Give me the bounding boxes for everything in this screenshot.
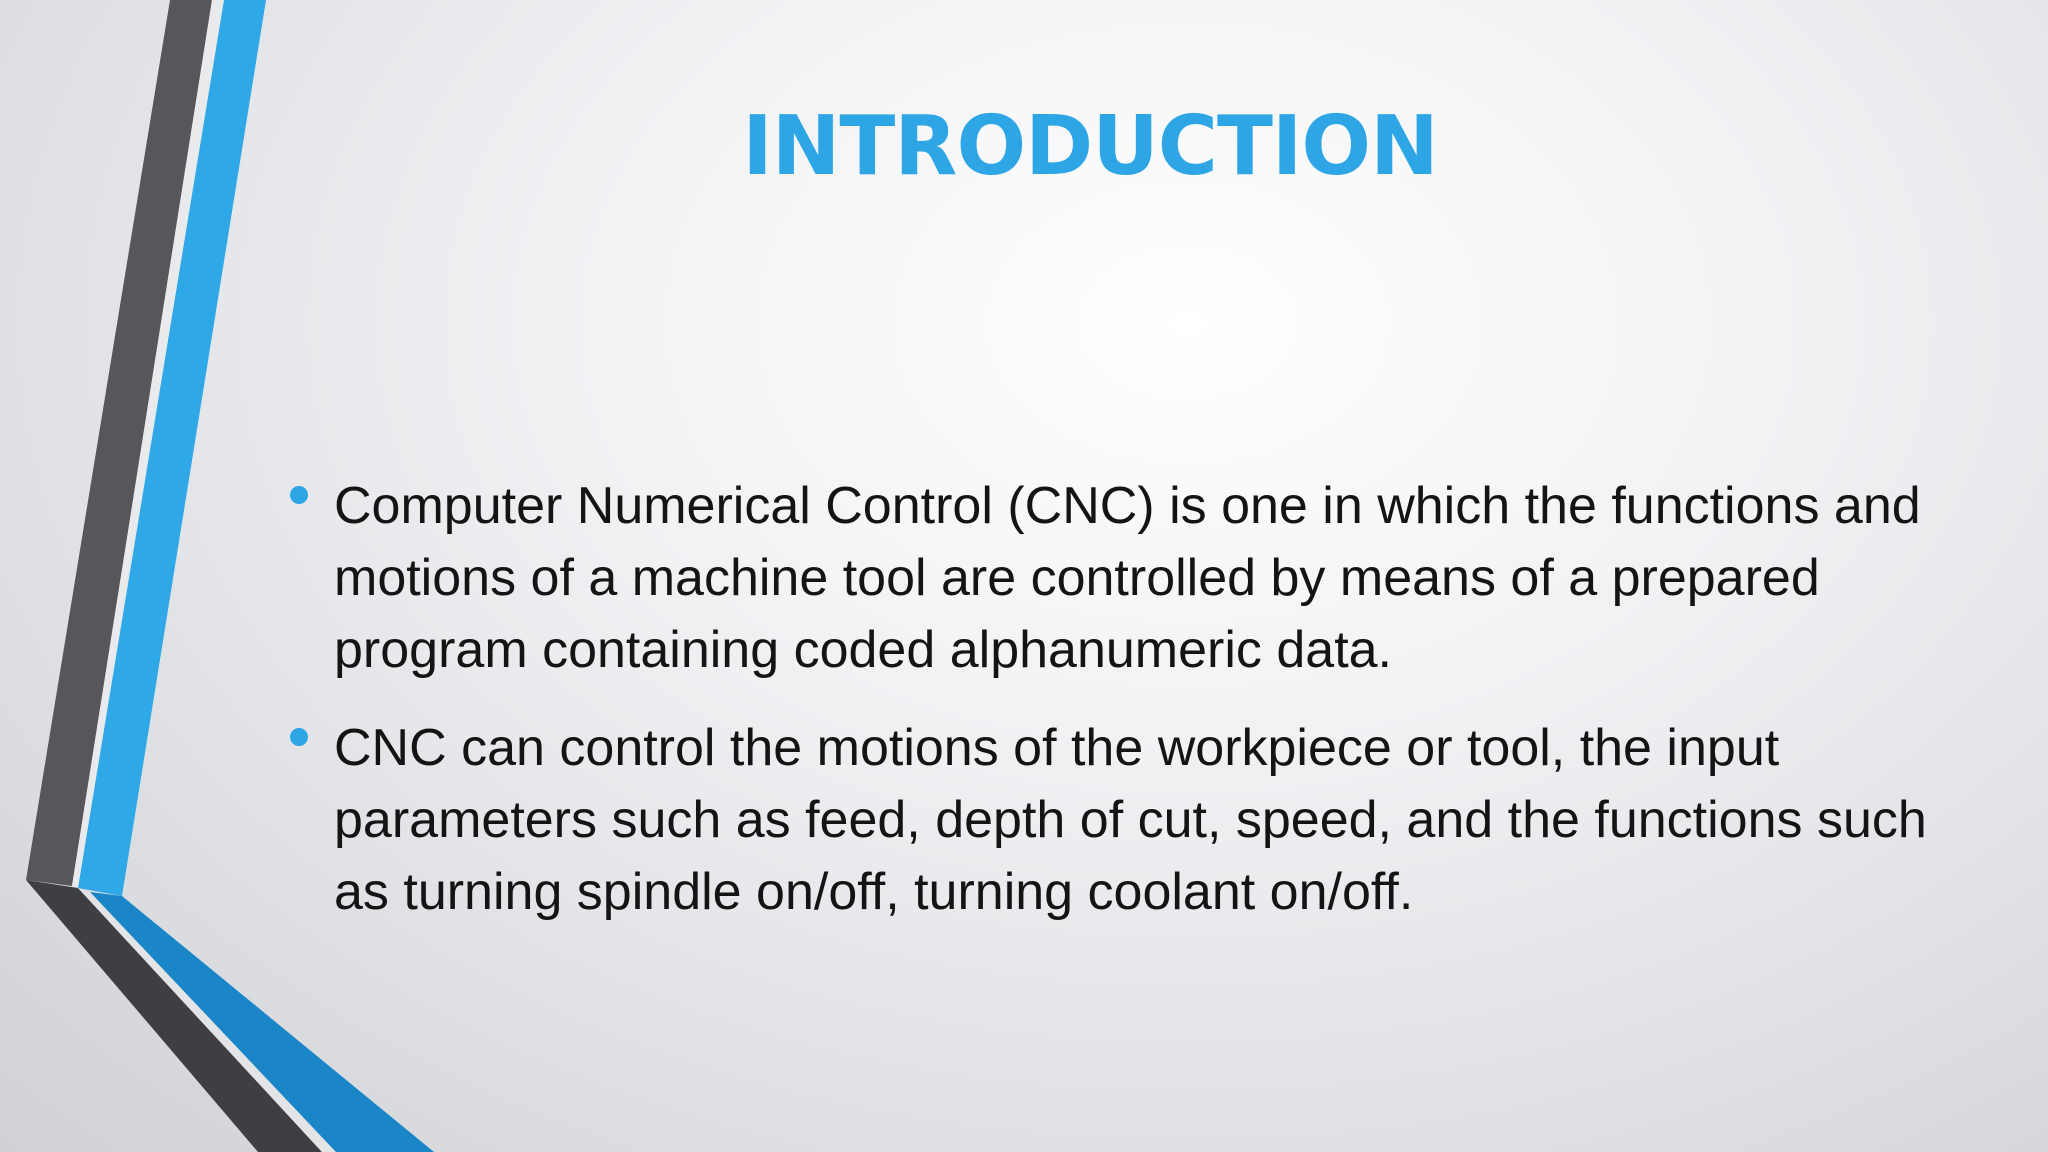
bullet-dot-icon (290, 728, 308, 746)
bullet-item (286, 470, 1946, 686)
bullet-list (286, 470, 1946, 954)
dark-diagonal-band (26, 880, 322, 1152)
bullet-text: Computer Numerical Control (CNC) is one in which the functions and motions of a machine tool are controlled by means of a prepared program containing coded alphanumeric data. (334, 477, 1921, 679)
bullet-item (286, 712, 1946, 928)
light-separator-band (72, 0, 224, 888)
slide-title: INTRODUCTION (742, 99, 1438, 194)
bullet-text: CNC can control the motions of the workpiece or tool, the input parameters such as feed, depth of cut, speed, and the functions such as turning spindle on/off, turning coolant on/off. (334, 719, 1927, 921)
bullet-dot-icon (290, 486, 308, 504)
